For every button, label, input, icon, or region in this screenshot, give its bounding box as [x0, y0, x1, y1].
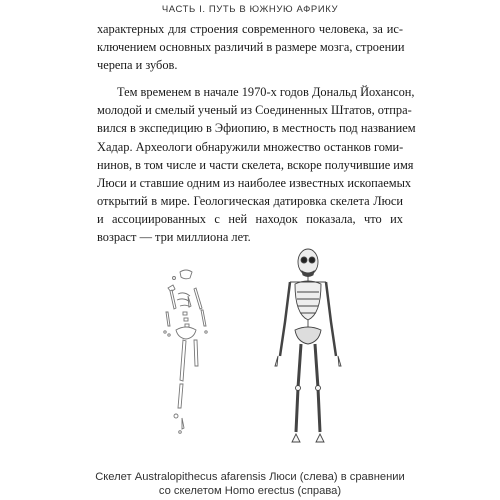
lucy-skeleton: [164, 270, 207, 433]
caption-line-2: со скелетом Homo erectus (справа): [158, 485, 342, 497]
running-head: ЧАСТЬ I. ПУТЬ В ЮЖНУЮ АФРИКУ: [161, 4, 339, 15]
text-line: возраст — три миллиона лет.: [97, 230, 251, 245]
homo-erectus-skeleton: [275, 249, 341, 442]
skeleton-illustration: [150, 238, 370, 458]
text-line: открытий в мире. Геологическая датировка скелета Люси: [97, 193, 403, 208]
text-line: характерных для строения современного человека, за ис-: [97, 22, 403, 36]
skeleton-figure-svg: [150, 238, 370, 458]
text-line: вился в экспедицию в Эфиопию, в местность под названием: [97, 121, 416, 136]
text-line: черепа и зубов.: [97, 58, 178, 73]
caption-line-1: Скелет Australopithecus afarensis Люси (слева) в сравнении: [95, 471, 405, 483]
text-line: Люси и ставшие одним из наиболее известных ископаемых: [97, 175, 412, 190]
text-line: Тем временем в начале 1970-х годов Дональд Йохансон,: [117, 85, 415, 100]
text-line: нинов, в том числе и части скелета, вскоре получившие имя: [97, 157, 414, 172]
text-line: Хадар. Археологи обнаружили множество останков гоми-: [97, 139, 404, 154]
text-line: ключением основных различий в размере мозга, строении: [97, 40, 405, 55]
paragraph-1: [97, 20, 403, 74]
figure-caption: [0, 470, 500, 498]
body-text: [97, 20, 416, 246]
text-line: молодой и смелый ученый из Соединенных Штатов, отпра-: [97, 103, 412, 118]
paragraph-2: [97, 83, 416, 246]
text-line: и ассоциированных с ней находок показала, что их: [97, 211, 403, 226]
